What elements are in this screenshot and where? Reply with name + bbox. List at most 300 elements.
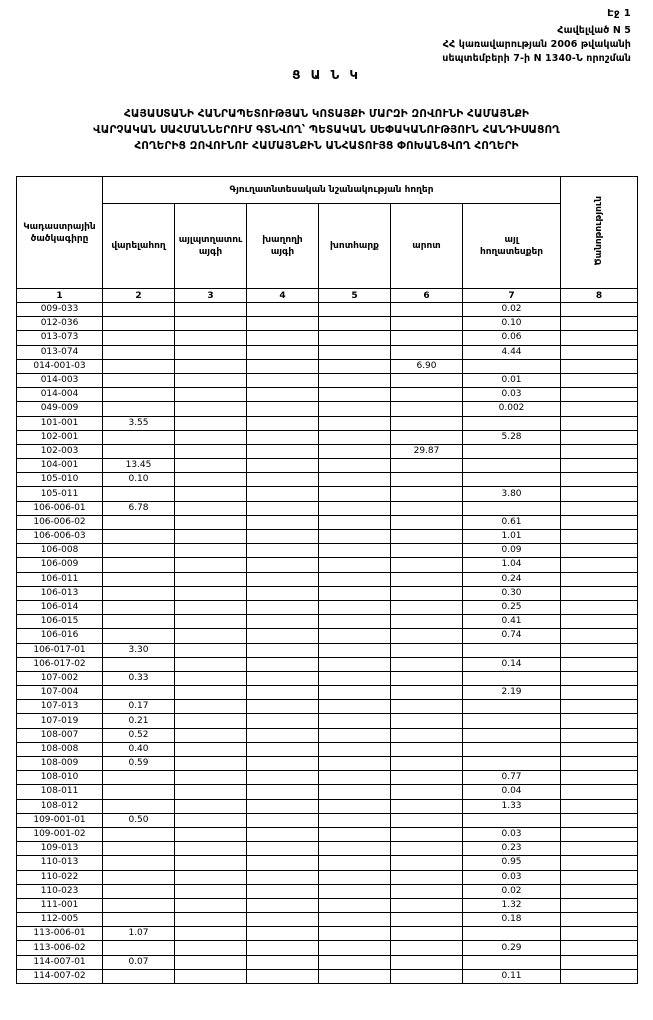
cell-cadastral-code: 106-015	[17, 615, 103, 629]
cell-col-7	[463, 671, 561, 685]
cell-col-5	[319, 444, 391, 458]
cell-cadastral-code: 106-016	[17, 629, 103, 643]
cell-col-5	[319, 402, 391, 416]
cell-col-3	[175, 629, 247, 643]
cell-col-2	[103, 941, 175, 955]
cell-col-8	[561, 501, 638, 515]
cell-col-6	[391, 331, 463, 345]
header-arable: վարելահող	[103, 204, 175, 289]
cell-col-6	[391, 898, 463, 912]
table-row	[17, 742, 638, 756]
cell-col-2	[103, 856, 175, 870]
cell-col-7: 0.24	[463, 572, 561, 586]
cell-col-2	[103, 600, 175, 614]
header-row-group	[17, 177, 638, 204]
cell-col-4	[247, 544, 319, 558]
cell-col-2	[103, 317, 175, 331]
cell-cadastral-code: 108-008	[17, 742, 103, 756]
cell-col-7: 0.03	[463, 388, 561, 402]
cell-col-5	[319, 757, 391, 771]
cell-col-7: 0.74	[463, 629, 561, 643]
table-row	[17, 813, 638, 827]
cell-col-5	[319, 501, 391, 515]
cell-col-6	[391, 927, 463, 941]
cell-col-3	[175, 728, 247, 742]
cell-cadastral-code: 107-019	[17, 714, 103, 728]
cell-col-2	[103, 586, 175, 600]
cell-col-5	[319, 586, 391, 600]
cell-col-5	[319, 686, 391, 700]
cell-col-6	[391, 856, 463, 870]
cell-cadastral-code: 111-001	[17, 898, 103, 912]
cell-col-8	[561, 629, 638, 643]
table-row	[17, 459, 638, 473]
cell-col-8	[561, 430, 638, 444]
table-row	[17, 671, 638, 685]
header-other-lands	[463, 204, 561, 289]
cell-col-6	[391, 572, 463, 586]
table-row	[17, 331, 638, 345]
cell-col-2	[103, 303, 175, 317]
cell-col-8	[561, 955, 638, 969]
cell-cadastral-code: 106-006-02	[17, 515, 103, 529]
header-other-orchard-line1: այլպտղատու	[178, 235, 243, 245]
cell-col-3	[175, 572, 247, 586]
cell-cadastral-code: 109-001-01	[17, 813, 103, 827]
cell-col-5	[319, 714, 391, 728]
cell-col-8	[561, 827, 638, 841]
cell-col-2	[103, 827, 175, 841]
cell-col-8	[561, 373, 638, 387]
cell-col-3	[175, 927, 247, 941]
cell-cadastral-code: 014-001-03	[17, 359, 103, 373]
cell-col-4	[247, 402, 319, 416]
table-row	[17, 473, 638, 487]
cell-col-3	[175, 430, 247, 444]
cell-col-5	[319, 629, 391, 643]
cell-col-8	[561, 487, 638, 501]
cell-col-2	[103, 884, 175, 898]
cell-col-4	[247, 785, 319, 799]
cell-col-2	[103, 969, 175, 983]
cell-col-5	[319, 331, 391, 345]
table-row	[17, 530, 638, 544]
cell-col-6	[391, 317, 463, 331]
cell-col-8	[561, 671, 638, 685]
cell-col-3	[175, 544, 247, 558]
cell-col-8	[561, 771, 638, 785]
cell-col-7: 0.002	[463, 402, 561, 416]
cell-col-2	[103, 799, 175, 813]
cell-col-4	[247, 941, 319, 955]
table-row	[17, 771, 638, 785]
cell-col-8	[561, 416, 638, 430]
header-other-lands-line1: այլ	[504, 235, 519, 245]
cell-col-2	[103, 898, 175, 912]
cell-col-7: 3.80	[463, 487, 561, 501]
title-line-2: ՎԱՐՉԱԿԱՆ ՍԱՀՄԱՆՆԵՐՈՒՄ ԳՏՆՎՈՂ՝ ՊԵՏԱԿԱՆ ՍԵՓԱԿԱՆՈՒԹՅՈՒՆ ՀԱՆԴԻՍԱՑՈՂ	[93, 124, 560, 136]
cell-col-3	[175, 941, 247, 955]
cell-col-4	[247, 331, 319, 345]
table-row	[17, 941, 638, 955]
cell-col-2: 0.59	[103, 757, 175, 771]
cell-col-2	[103, 331, 175, 345]
cell-col-4	[247, 629, 319, 643]
cell-col-2	[103, 629, 175, 643]
cell-col-3	[175, 686, 247, 700]
cell-col-8	[561, 714, 638, 728]
cell-col-8	[561, 813, 638, 827]
cell-col-7: 0.25	[463, 600, 561, 614]
cell-col-7: 0.61	[463, 515, 561, 529]
cell-cadastral-code: 012-036	[17, 317, 103, 331]
cell-col-6	[391, 430, 463, 444]
cell-col-8	[561, 473, 638, 487]
cell-col-6: 6.90	[391, 359, 463, 373]
header-other-orchard-line2: այգի	[198, 247, 223, 257]
cell-col-2	[103, 870, 175, 884]
table-row	[17, 444, 638, 458]
cell-col-2	[103, 487, 175, 501]
cell-col-2	[103, 402, 175, 416]
cell-col-7: 0.03	[463, 870, 561, 884]
cell-col-5	[319, 303, 391, 317]
cell-col-6	[391, 615, 463, 629]
cell-col-7	[463, 714, 561, 728]
cell-col-4	[247, 530, 319, 544]
cell-col-5	[319, 359, 391, 373]
cell-col-4	[247, 728, 319, 742]
cell-col-5	[319, 345, 391, 359]
cell-col-2	[103, 686, 175, 700]
cell-col-6	[391, 459, 463, 473]
cell-col-8	[561, 898, 638, 912]
cell-col-8	[561, 884, 638, 898]
cell-col-3	[175, 913, 247, 927]
cell-col-3	[175, 799, 247, 813]
cell-col-4	[247, 870, 319, 884]
cell-col-3	[175, 785, 247, 799]
cell-col-3	[175, 331, 247, 345]
cell-cadastral-code: 108-007	[17, 728, 103, 742]
cell-cadastral-code: 114-007-01	[17, 955, 103, 969]
header-agricultural-group: Գյուղատնտեսական նշանակության հողեր	[103, 177, 561, 204]
cell-cadastral-code: 108-012	[17, 799, 103, 813]
cell-cadastral-code: 106-008	[17, 544, 103, 558]
cell-col-6	[391, 728, 463, 742]
header-line-1: Հավելված N 5	[557, 25, 631, 36]
header-line-2: ՀՀ կառավարության 2006 թվականի	[442, 39, 631, 50]
cell-col-5	[319, 927, 391, 941]
cell-col-7: 2.19	[463, 686, 561, 700]
table-row	[17, 969, 638, 983]
table-row	[17, 657, 638, 671]
cell-col-4	[247, 345, 319, 359]
cell-col-2	[103, 544, 175, 558]
cell-col-7	[463, 955, 561, 969]
cell-col-7: 0.29	[463, 941, 561, 955]
cell-col-7: 0.23	[463, 842, 561, 856]
cell-col-7	[463, 473, 561, 487]
header-row-subcolumns	[17, 204, 638, 289]
cell-col-5	[319, 430, 391, 444]
cell-col-5	[319, 969, 391, 983]
cell-col-8	[561, 459, 638, 473]
cell-col-5	[319, 941, 391, 955]
cell-col-6	[391, 345, 463, 359]
cell-col-2: 1.07	[103, 927, 175, 941]
cell-col-6: 29.87	[391, 444, 463, 458]
cell-col-6	[391, 487, 463, 501]
cell-col-8	[561, 913, 638, 927]
cell-col-6	[391, 827, 463, 841]
header-other-orchard	[175, 204, 247, 289]
cell-col-8	[561, 317, 638, 331]
cell-col-7: 0.95	[463, 856, 561, 870]
cell-cadastral-code: 112-005	[17, 913, 103, 927]
cell-col-6	[391, 742, 463, 756]
cell-col-3	[175, 842, 247, 856]
cell-col-4	[247, 799, 319, 813]
cell-col-2: 6.78	[103, 501, 175, 515]
cell-col-8	[561, 643, 638, 657]
table-row	[17, 402, 638, 416]
table-row	[17, 728, 638, 742]
cell-cadastral-code: 109-013	[17, 842, 103, 856]
cell-col-4	[247, 444, 319, 458]
cell-col-5	[319, 515, 391, 529]
table-row	[17, 927, 638, 941]
table-body	[17, 303, 638, 984]
cell-col-5	[319, 473, 391, 487]
cell-col-5	[319, 771, 391, 785]
cell-col-2	[103, 657, 175, 671]
cell-cadastral-code: 106-006-01	[17, 501, 103, 515]
cell-col-7: 0.18	[463, 913, 561, 927]
cell-col-3	[175, 416, 247, 430]
cell-cadastral-code: 113-006-02	[17, 941, 103, 955]
cell-col-5	[319, 913, 391, 927]
cell-col-2: 13.45	[103, 459, 175, 473]
table-row	[17, 870, 638, 884]
cell-col-6	[391, 955, 463, 969]
cell-col-4	[247, 700, 319, 714]
table-row	[17, 884, 638, 898]
cell-col-8	[561, 941, 638, 955]
cell-col-3	[175, 827, 247, 841]
cell-col-4	[247, 558, 319, 572]
cell-col-3	[175, 714, 247, 728]
cell-col-3	[175, 586, 247, 600]
cell-col-2: 0.33	[103, 671, 175, 685]
cell-cadastral-code: 107-004	[17, 686, 103, 700]
cell-col-6	[391, 686, 463, 700]
cell-col-5	[319, 657, 391, 671]
cell-col-4	[247, 913, 319, 927]
cell-col-8	[561, 927, 638, 941]
cell-col-8	[561, 657, 638, 671]
cell-col-3	[175, 303, 247, 317]
cell-col-4	[247, 501, 319, 515]
cell-col-8	[561, 615, 638, 629]
cell-col-2: 3.30	[103, 643, 175, 657]
table-row	[17, 700, 638, 714]
cell-col-3	[175, 444, 247, 458]
cell-col-4	[247, 686, 319, 700]
col-number-6: 6	[391, 289, 463, 303]
cell-col-3	[175, 515, 247, 529]
cell-cadastral-code: 013-074	[17, 345, 103, 359]
cell-col-6	[391, 402, 463, 416]
cell-col-2: 3.55	[103, 416, 175, 430]
cell-col-2	[103, 842, 175, 856]
cell-col-7	[463, 700, 561, 714]
cell-col-4	[247, 657, 319, 671]
table-row	[17, 303, 638, 317]
table-row	[17, 544, 638, 558]
header-hayfield: խոտհարք	[319, 204, 391, 289]
cell-col-7: 4.44	[463, 345, 561, 359]
cell-col-3	[175, 813, 247, 827]
cell-col-5	[319, 416, 391, 430]
cell-cadastral-code: 106-014	[17, 600, 103, 614]
cell-col-7	[463, 501, 561, 515]
cell-col-6	[391, 842, 463, 856]
cell-col-7	[463, 359, 561, 373]
cell-col-4	[247, 359, 319, 373]
cell-col-2	[103, 913, 175, 927]
cell-col-2	[103, 530, 175, 544]
cell-col-6	[391, 870, 463, 884]
cell-col-7	[463, 728, 561, 742]
cell-col-4	[247, 303, 319, 317]
cell-col-3	[175, 487, 247, 501]
cell-col-3	[175, 615, 247, 629]
cell-col-7	[463, 813, 561, 827]
cell-cadastral-code: 105-010	[17, 473, 103, 487]
cell-col-8	[561, 345, 638, 359]
cell-col-6	[391, 757, 463, 771]
cell-cadastral-code: 106-011	[17, 572, 103, 586]
cell-col-8	[561, 856, 638, 870]
cell-col-2	[103, 345, 175, 359]
cell-cadastral-code: 102-003	[17, 444, 103, 458]
table-row	[17, 487, 638, 501]
cell-col-5	[319, 898, 391, 912]
cell-col-3	[175, 317, 247, 331]
cell-cadastral-code: 110-013	[17, 856, 103, 870]
cell-col-2: 0.40	[103, 742, 175, 756]
cell-col-2	[103, 515, 175, 529]
cell-col-3	[175, 600, 247, 614]
cell-col-4	[247, 714, 319, 728]
cell-cadastral-code: 108-011	[17, 785, 103, 799]
cell-col-6	[391, 771, 463, 785]
cell-col-6	[391, 373, 463, 387]
cell-cadastral-code: 102-001	[17, 430, 103, 444]
table-row	[17, 586, 638, 600]
cell-col-7	[463, 444, 561, 458]
cell-col-5	[319, 530, 391, 544]
col-number-5: 5	[319, 289, 391, 303]
table-row	[17, 898, 638, 912]
table-head	[17, 177, 638, 303]
cell-col-2	[103, 558, 175, 572]
cell-col-2: 0.07	[103, 955, 175, 969]
cell-col-4	[247, 898, 319, 912]
header-vineyard	[247, 204, 319, 289]
cell-col-4	[247, 600, 319, 614]
cell-col-2	[103, 572, 175, 586]
cell-cadastral-code: 106-017-01	[17, 643, 103, 657]
cell-col-8	[561, 870, 638, 884]
cell-col-4	[247, 757, 319, 771]
cell-col-3	[175, 530, 247, 544]
cell-col-5	[319, 827, 391, 841]
cell-col-7	[463, 416, 561, 430]
table-row	[17, 785, 638, 799]
title-line-1: ՀԱՅԱՍՏԱՆԻ ՀԱՆՐԱՊԵՏՈՒԹՅԱՆ ԿՈՏԱՅՔԻ ՄԱՐԶԻ ԶՈՎՈՒՆԻ ՀԱՄԱՅՆՔԻ	[123, 108, 530, 120]
table-row	[17, 714, 638, 728]
header-vineyard-line1: խաղողի	[262, 235, 303, 245]
cell-col-8	[561, 572, 638, 586]
cell-cadastral-code: 106-013	[17, 586, 103, 600]
cell-col-3	[175, 459, 247, 473]
header-vineyard-line2: այգի	[270, 247, 295, 257]
cell-col-7: 0.04	[463, 785, 561, 799]
cell-col-8	[561, 444, 638, 458]
cell-col-5	[319, 388, 391, 402]
cell-col-8	[561, 331, 638, 345]
cell-col-4	[247, 856, 319, 870]
cell-cadastral-code: 049-009	[17, 402, 103, 416]
cell-col-8	[561, 600, 638, 614]
cell-col-2: 0.10	[103, 473, 175, 487]
cell-col-7: 0.02	[463, 303, 561, 317]
cell-col-7	[463, 757, 561, 771]
cell-col-7: 1.32	[463, 898, 561, 912]
cell-col-5	[319, 572, 391, 586]
cell-col-4	[247, 572, 319, 586]
cell-col-2	[103, 388, 175, 402]
cell-col-7: 0.14	[463, 657, 561, 671]
cell-col-2	[103, 785, 175, 799]
col-number-3: 3	[175, 289, 247, 303]
cell-col-4	[247, 969, 319, 983]
cell-col-7	[463, 742, 561, 756]
cell-col-5	[319, 728, 391, 742]
cell-col-7: 1.01	[463, 530, 561, 544]
cell-col-6	[391, 586, 463, 600]
cell-col-4	[247, 459, 319, 473]
cell-col-3	[175, 898, 247, 912]
cell-col-5	[319, 813, 391, 827]
cell-col-3	[175, 402, 247, 416]
table-row	[17, 856, 638, 870]
cell-cadastral-code: 114-007-02	[17, 969, 103, 983]
cell-col-8	[561, 359, 638, 373]
cell-cadastral-code: 108-010	[17, 771, 103, 785]
cell-col-4	[247, 388, 319, 402]
cell-col-5	[319, 884, 391, 898]
cell-cadastral-code: 104-001	[17, 459, 103, 473]
table-row	[17, 600, 638, 614]
cell-col-3	[175, 757, 247, 771]
cell-cadastral-code: 110-023	[17, 884, 103, 898]
cell-col-6	[391, 515, 463, 529]
cell-col-8	[561, 757, 638, 771]
table-row	[17, 416, 638, 430]
